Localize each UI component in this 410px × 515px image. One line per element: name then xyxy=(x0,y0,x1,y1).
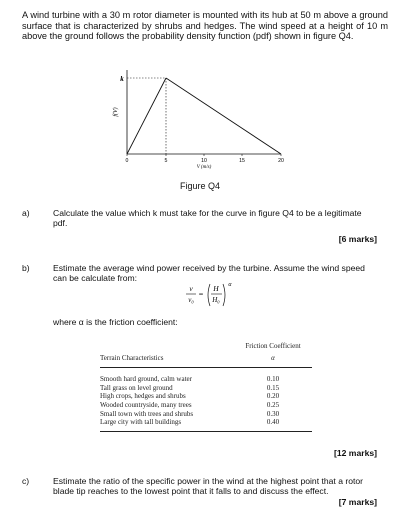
formula-v0: v₀ xyxy=(188,296,194,304)
question-b-label: b) xyxy=(22,263,30,273)
table-row xyxy=(100,410,312,419)
table-row xyxy=(100,401,312,410)
x-tick-label-10: 10 xyxy=(201,158,207,164)
table-row xyxy=(100,375,312,384)
wind-shear-formula xyxy=(186,280,246,310)
alpha-cell: 0.40 xyxy=(234,418,312,431)
question-a-label: a) xyxy=(22,208,30,218)
question-b-marks: [12 marks] xyxy=(334,448,377,458)
table-row xyxy=(100,418,312,431)
question-a-marks: [6 marks] xyxy=(338,234,377,244)
formula-equals: = xyxy=(198,290,204,299)
terrain-cell: Wooded countryside, many trees xyxy=(100,400,192,409)
formula-alpha: α xyxy=(228,282,232,288)
terrain-cell: Tall grass on level ground xyxy=(100,383,173,392)
alpha-cell: 0.25 xyxy=(266,400,280,409)
table-row xyxy=(100,392,312,401)
x-tick-label-15: 15 xyxy=(239,158,245,164)
figure-caption: Figure Q4 xyxy=(180,181,221,191)
x-tick-label-20: 20 xyxy=(278,158,284,164)
x-tick-label-5: 5 xyxy=(164,158,168,164)
pdf-chart xyxy=(108,64,293,176)
pdf-rising-segment xyxy=(127,78,166,154)
terrain-cell: Large city with tall buildings xyxy=(100,418,234,431)
formula-v: v xyxy=(189,284,193,293)
formula-h: H xyxy=(213,284,219,293)
friction-where-text: where α is the friction coefficient: xyxy=(53,317,178,327)
question-a-text: Calculate the value which k must take for the curve in figure Q4 to be a legitimate pdf. xyxy=(53,208,362,229)
intro-paragraph: A wind turbine with a 30 m rotor diameter is mounted with its hub at 50 m above a ground surface that is characterized by shrubs and hedges. The wind speed at a height of 10 m above the ground follows the probability density function (pdf) shown in figure Q4. xyxy=(22,10,388,42)
y-axis-label: f(V) xyxy=(113,107,119,117)
x-axis-label: V (m/s) xyxy=(196,165,212,170)
alpha-cell: 0.15 xyxy=(266,383,280,392)
friction-coefficient-table xyxy=(100,342,312,432)
alpha-cell: 0.10 xyxy=(266,375,280,384)
pdf-falling-segment xyxy=(166,78,281,154)
question-b-text: Estimate the average wind power received by the turbine. Assume the wind speed can be calculate from: xyxy=(53,263,365,284)
alpha-cell: 0.30 xyxy=(266,409,280,418)
question-c-label: c) xyxy=(22,476,30,486)
alpha-cell: 0.20 xyxy=(266,392,280,401)
table-header-blank xyxy=(100,342,234,351)
table-row xyxy=(100,384,312,393)
terrain-cell: Smooth hard ground, calm water xyxy=(100,375,192,384)
terrain-cell: Small town with trees and shrubs xyxy=(100,409,194,418)
table-header-terrain: Terrain Characteristics xyxy=(100,351,234,368)
question-c-text: Estimate the ratio of the specific power in the wind at the highest point that a rotor blade tip reaches to the lowest point that it falls to and discuss the effect. xyxy=(53,476,364,497)
terrain-cell: High crops, hedges and shrubs xyxy=(100,392,186,401)
k-label: k xyxy=(120,75,124,83)
question-c-marks: [7 marks] xyxy=(338,497,377,507)
x-tick-label-0: 0 xyxy=(125,158,129,164)
table-header-friction: Friction Coefficient xyxy=(245,342,301,350)
table-header-alpha: α xyxy=(234,351,312,368)
formula-h0: H₀ xyxy=(212,296,220,304)
